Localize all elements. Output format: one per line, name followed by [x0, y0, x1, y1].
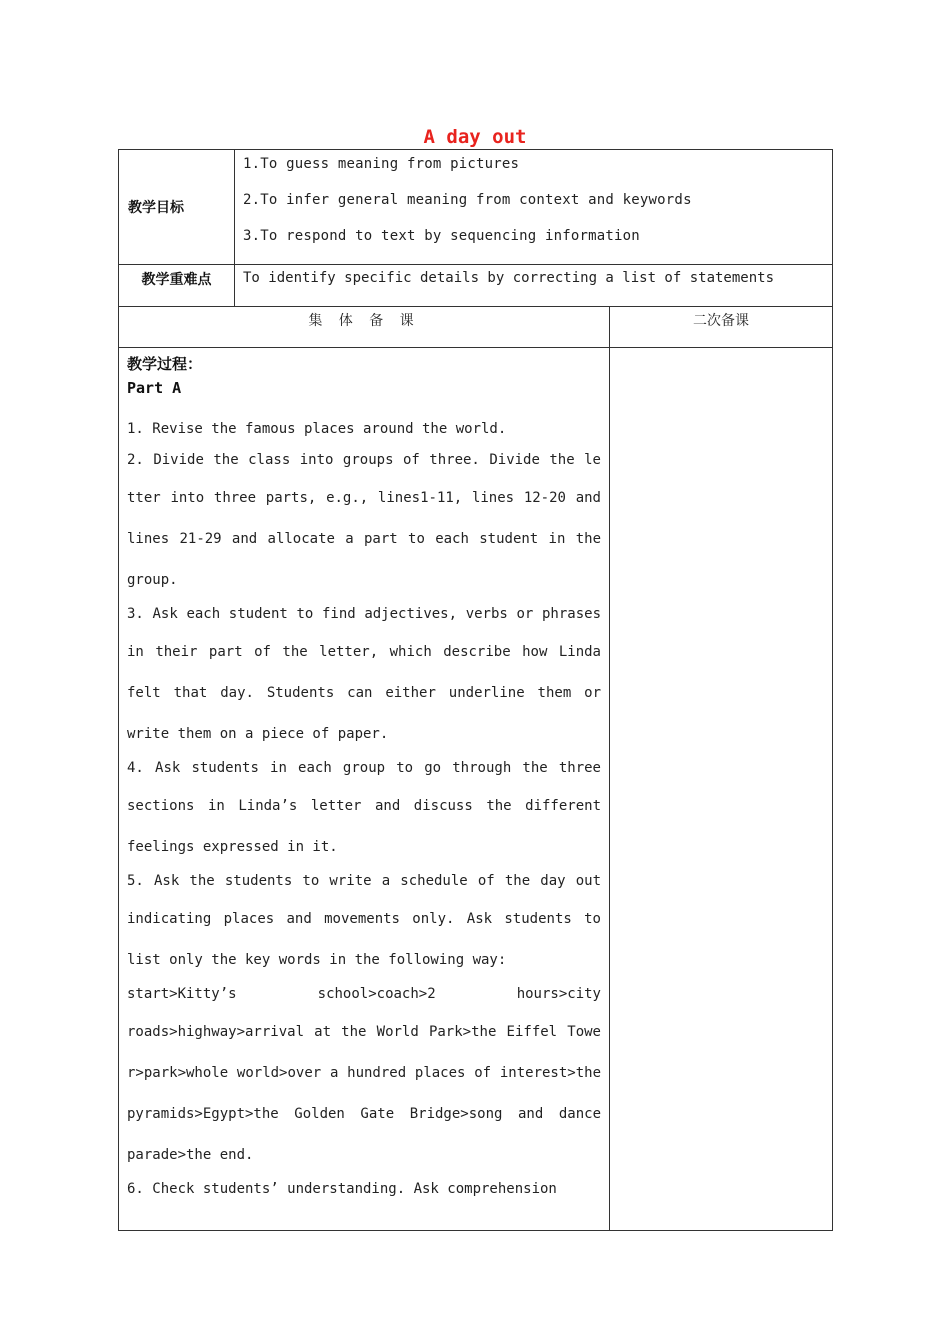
second-prep-cell: [610, 348, 833, 1231]
process-step-line: r>park>whole world>over a hundred places of interest>the: [127, 1065, 601, 1081]
process-step-line: 2. Divide the class into groups of three. Divide the le: [127, 452, 601, 468]
process-step-line: group.: [127, 572, 178, 588]
process-step-line: list only the key words in the following way:: [127, 952, 507, 968]
process-step-line: pyramids>Egypt>the Golden Gate Bridge>song and dance: [127, 1106, 601, 1122]
key-points-text: To identify specific details by correcting a list of statements: [235, 265, 833, 307]
process-step-line: 3. Ask each student to find adjectives, verbs or phrases: [127, 606, 601, 622]
objectives-row: [119, 150, 833, 265]
objectives-list: [235, 150, 833, 265]
process-step-line: 5. Ask the students to write a schedule of the day out: [127, 873, 601, 889]
process-step-line: in their part of the letter, which describe how Linda: [127, 644, 601, 660]
process-step: [127, 1171, 601, 1207]
process-heading: 教学过程：: [127, 355, 203, 373]
process-step-line: lines 21-29 and allocate a part to each student in the: [127, 531, 601, 547]
teaching-process-cell: [119, 348, 610, 1231]
process-step: [127, 863, 601, 981]
column-header-row: [119, 307, 833, 348]
process-step-line: sections in Linda’s letter and discuss the different: [127, 798, 601, 814]
key-points-row: [119, 265, 833, 307]
part-heading: Part A: [127, 379, 182, 397]
process-step-line: parade>the end.: [127, 1147, 254, 1163]
process-step-line: start>Kitty’s school>coach>2 hours>city: [127, 986, 601, 1002]
process-step: [127, 442, 601, 601]
process-step-line: 1. Revise the famous places around the world.: [127, 421, 507, 437]
objective-item: 3.To respond to text by sequencing information: [243, 228, 640, 244]
process-step-line: roads>highway>arrival at the World Park>the Eiffel Towe: [127, 1024, 601, 1040]
process-step: [127, 976, 601, 1176]
process-steps: [127, 411, 601, 1207]
process-step-line: felt that day. Students can either underline them or: [127, 685, 601, 701]
process-step: [127, 596, 601, 755]
page-title: A day out: [423, 126, 527, 148]
process-step-line: 4. Ask students in each group to go through the three: [127, 760, 601, 776]
process-step-line: 6. Check students’ understanding. Ask comprehension: [127, 1181, 557, 1197]
group-prep-header: 集 体 备 课: [119, 307, 610, 348]
second-prep-header: 二次备课: [610, 307, 833, 348]
objective-item: 1.To guess meaning from pictures: [243, 156, 520, 172]
process-step-line: tter into three parts, e.g., lines1-11, lines 12-20 and: [127, 490, 601, 506]
process-step: [127, 750, 601, 868]
objective-item: 2.To infer general meaning from context and keywords: [243, 192, 692, 208]
key-points-label: 教学重难点: [119, 265, 235, 307]
process-step-line: write them on a piece of paper.: [127, 726, 389, 742]
lesson-plan-table: [118, 149, 833, 1231]
process-step-line: feelings expressed in it.: [127, 839, 338, 855]
objectives-label: 教学目标: [119, 150, 235, 265]
process-row: [119, 348, 833, 1231]
process-step-line: indicating places and movements only. Ask students to: [127, 911, 601, 927]
